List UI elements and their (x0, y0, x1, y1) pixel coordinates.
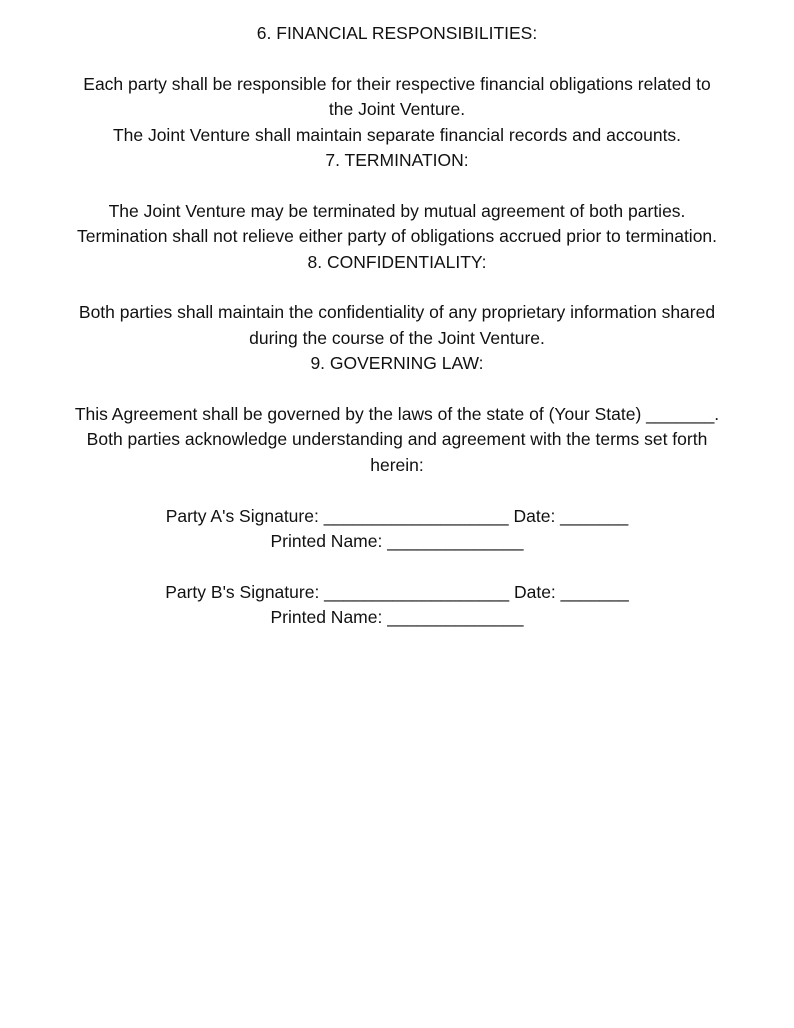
paragraph-line: The Joint Venture shall maintain separate financial records and accounts. (112, 124, 682, 145)
paragraph-line: The Joint Venture may be terminated by mutual agreement of both parties. (108, 200, 686, 221)
signature-line: Party A's Signature: ___________________ Date: _______ (165, 505, 629, 526)
paragraph-line: Both parties shall maintain the confidentiality of any proprietary information shared (78, 302, 716, 323)
section-confidentiality (0, 250, 794, 352)
paragraph-line: Each party shall be responsible for their respective financial obligations related to (83, 73, 711, 94)
paragraph-line: during the course of the Joint Venture. (249, 327, 545, 348)
paragraph-line: the Joint Venture. (328, 99, 466, 120)
paragraph-line: This Agreement shall be governed by the laws of the state of (Your State) _______. (74, 404, 720, 425)
section-heading: 8. CONFIDENTIALITY: (307, 251, 487, 272)
signature-line: Party B's Signature: ___________________ Date: _______ (165, 581, 629, 602)
section-heading: 9. GOVERNING LAW: (310, 353, 484, 374)
paragraph-line: Termination shall not relieve either party of obligations accrued prior to termination. (76, 226, 718, 247)
signature-block-party-a (0, 504, 794, 555)
section-governing-law (0, 351, 794, 478)
signature-block-party-b (0, 580, 794, 631)
printed-name-line: Printed Name: ______________ (270, 531, 524, 552)
paragraph-line: herein: (370, 454, 424, 475)
section-financial (0, 21, 794, 148)
section-heading: 7. TERMINATION: (325, 150, 469, 171)
section-termination (0, 148, 794, 250)
printed-name-line: Printed Name: ______________ (270, 607, 524, 628)
paragraph-line: Both parties acknowledge understanding and agreement with the terms set forth (86, 429, 708, 450)
section-heading: 6. FINANCIAL RESPONSIBILITIES: (256, 23, 538, 43)
